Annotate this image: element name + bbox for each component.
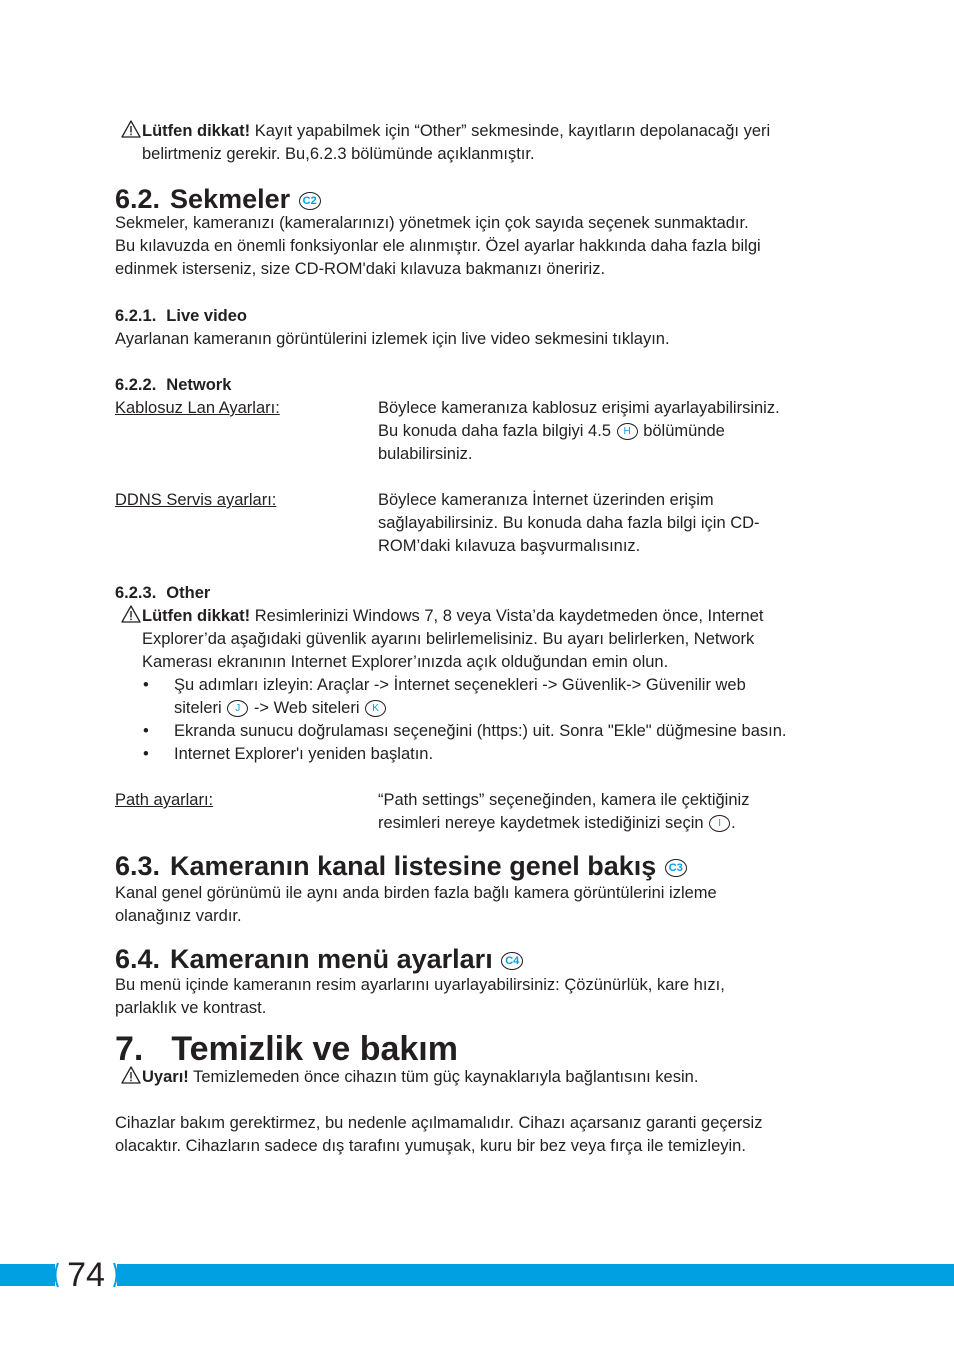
section-heading-6-2: 6.2. Sekmeler C2 bbox=[115, 183, 322, 215]
bullet-item-continued: siteleri J -> Web siteleri K bbox=[174, 697, 387, 720]
bullet-marker: • bbox=[143, 745, 149, 763]
reference-badge: H bbox=[617, 423, 638, 440]
reference-badge: K bbox=[365, 700, 386, 717]
note-line: Explorer’da aşağıdaki güvenlik ayarını belirlemelisiniz. Bu ayarı belirlerken, Network bbox=[142, 630, 755, 648]
chapter-heading-7: 7. Temizlik ve bakım bbox=[115, 1030, 458, 1068]
bullet-item: Ekranda sunucu doğrulaması seçeneğini (https:) uit. Sonra "Ekle" düğmesine basın. bbox=[174, 722, 787, 740]
definition-line: Böylece kameranıza İnternet üzerinden erişim bbox=[378, 491, 714, 509]
warning-icon bbox=[121, 1066, 141, 1084]
paragraph-line: Kanal genel görünümü ile aynı anda birden fazla bağlı kamera görüntülerini izleme bbox=[115, 884, 717, 902]
definition-line: bulabilirsiniz. bbox=[378, 445, 473, 463]
subsection-heading-6-2-3: 6.2.3. Other bbox=[115, 584, 211, 602]
paragraph-line: Sekmeler, kameranızı (kameralarınızı) yönetmek için çok sayıda seçenek sunmaktadır. bbox=[115, 214, 749, 232]
definition-line: resimleri nereye kaydetmek istediğinizi seçin I . bbox=[378, 814, 736, 832]
bullet-marker: • bbox=[143, 676, 149, 694]
section-heading-6-4: 6.4. Kameranın menü ayarları C4 bbox=[115, 943, 524, 975]
section-badge: C4 bbox=[501, 952, 523, 970]
subsection-heading-6-2-1: 6.2.1. Live video bbox=[115, 307, 247, 325]
note-line-1: Lütfen dikkat! Kayıt yapabilmek için “Other” sekmesinde, kayıtların depolanacağı yeri bbox=[142, 122, 771, 140]
definition-line: sağlayabilirsiniz. Bu konuda daha fazla bilgi için CD- bbox=[378, 514, 760, 532]
bullet-marker: • bbox=[143, 722, 149, 740]
footer-bar-left bbox=[0, 1264, 55, 1286]
bullet-item: Internet Explorer'ı yeniden başlatın. bbox=[174, 745, 434, 763]
path-settings-label: Path ayarları: bbox=[115, 791, 214, 809]
warning-icon bbox=[121, 120, 141, 138]
subsection-heading-6-2-2: 6.2.2. Network bbox=[115, 376, 232, 394]
paragraph-line: Cihazlar bakım gerektirmez, bu nedenle açılmamalıdır. Cihazı açarsanız garanti geçersiz bbox=[115, 1114, 763, 1132]
paragraph-line: Bu kılavuzda en önemli fonksiyonlar ele alınmıştır. Özel ayarlar hakkında daha fazla bilgi bbox=[115, 237, 761, 255]
definition-line: Bu konuda daha fazla bilgiyi 4.5 H bölümünde bbox=[378, 422, 725, 440]
reference-badge: I bbox=[709, 815, 730, 832]
paragraph-line: olacaktır. Cihazların sadece dış tarafını yumuşak, kuru bir bez veya fırça ile temizleyin. bbox=[115, 1137, 746, 1155]
paragraph-line: Ayarlanan kameranın görüntülerini izlemek için live video sekmesini tıklayın. bbox=[115, 330, 670, 348]
definition-line: ROM’daki kılavuza başvurmalısınız. bbox=[378, 537, 641, 555]
ddns-settings-label: DDNS Servis ayarları: bbox=[115, 491, 277, 509]
page-number: 74 bbox=[67, 1256, 105, 1294]
note-line: Lütfen dikkat! Resimlerinizi Windows 7, 8 veya Vista’da kaydetmeden önce, Internet bbox=[142, 607, 764, 625]
bullet-item: Şu adımları izleyin: Araçlar -> İnternet seçenekleri -> Güvenlik-> Güvenilir web bbox=[174, 676, 746, 694]
paragraph-line: parlaklık ve kontrast. bbox=[115, 999, 267, 1017]
paragraph-line: edinmek isterseniz, size CD-ROM'daki kılavuza bakmanızı öneririz. bbox=[115, 260, 606, 278]
definition-line: Böylece kameranıza kablosuz erişimi ayarlayabilirsiniz. bbox=[378, 399, 780, 417]
warning-icon bbox=[121, 605, 141, 623]
section-badge: C2 bbox=[299, 192, 321, 210]
note-line: Kamerası ekranının Internet Explorer’ınızda açık olduğundan emin olun. bbox=[142, 653, 669, 671]
note-line-2: belirtmeniz gerekir. Bu,6.2.3 bölümünde açıklanmıştır. bbox=[142, 145, 535, 163]
wlan-settings-label: Kablosuz Lan Ayarları: bbox=[115, 399, 280, 417]
section-heading-6-3: 6.3. Kameranın kanal listesine genel bakış C3 bbox=[115, 850, 688, 882]
warning-line: Uyarı! Temizlemeden önce cihazın tüm güç kaynaklarıyla bağlantısını kesin. bbox=[142, 1068, 699, 1086]
paragraph-line: olanağınız vardır. bbox=[115, 907, 242, 925]
footer-bar-right bbox=[117, 1264, 954, 1286]
section-badge: C3 bbox=[665, 859, 687, 877]
definition-line: “Path settings” seçeneğinden, kamera ile çektiğiniz bbox=[378, 791, 750, 809]
paragraph-line: Bu menü içinde kameranın resim ayarlarını uyarlayabilirsiniz: Çözünürlük, kare hızı, bbox=[115, 976, 725, 994]
reference-badge: J bbox=[227, 700, 248, 717]
